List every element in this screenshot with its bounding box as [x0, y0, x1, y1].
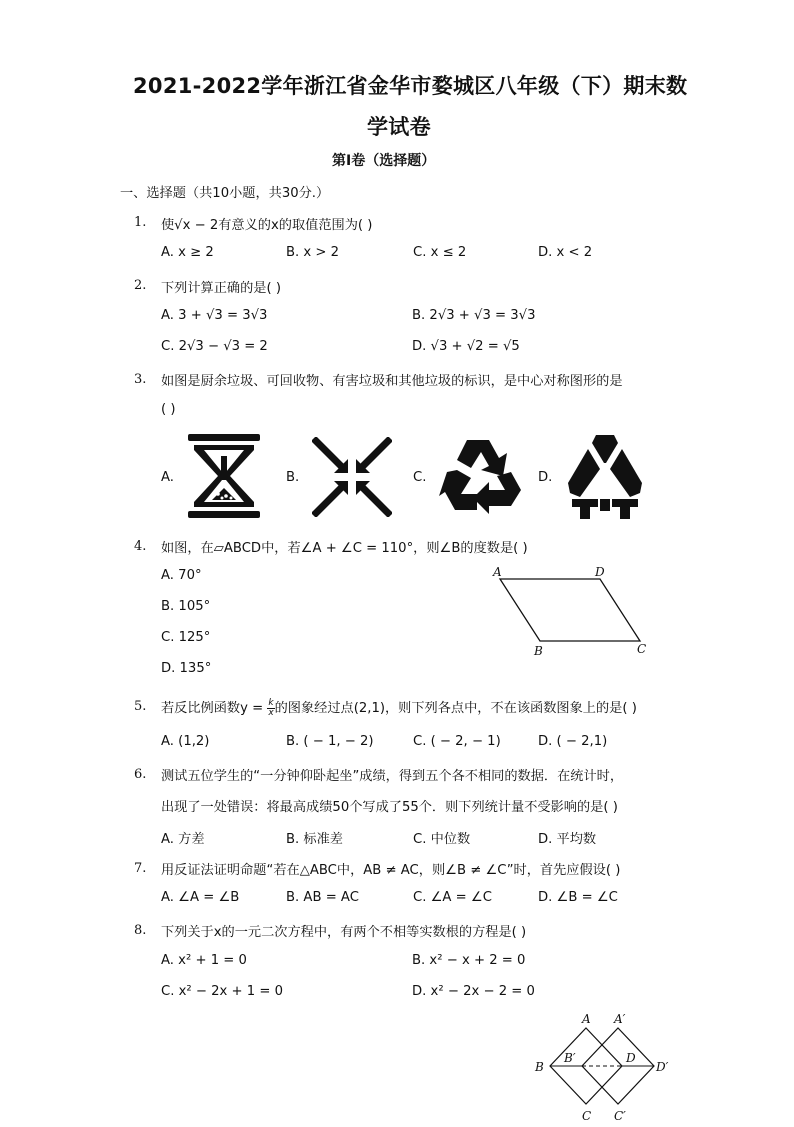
stem-pre: 若反比例函数y =	[161, 701, 268, 716]
question-stem: 使√x − 2有意义的x的取值范围为( )	[161, 218, 373, 233]
inward-arrows-icon	[312, 437, 392, 517]
parallelogram-figure	[488, 563, 658, 663]
page-title-line2: 学试卷	[367, 115, 431, 139]
label-c-prime: C′	[614, 1109, 626, 1123]
question-number: 4.	[134, 539, 147, 554]
question-number: 6.	[134, 767, 147, 782]
option-a: A. 3 + √3 = 3√3	[161, 308, 268, 323]
option-a: A. x ≥ 2	[161, 245, 214, 260]
option-d: D. x < 2	[538, 245, 593, 260]
question-stem-cont: ( )	[161, 402, 176, 417]
question-number: 3.	[134, 372, 147, 387]
label-c: C	[582, 1109, 592, 1123]
question-stem: 下列计算正确的是( )	[161, 281, 281, 296]
option-a: A. ∠A = ∠B	[161, 890, 240, 905]
label-a-prime: A′	[614, 1012, 626, 1026]
question-number: 1.	[134, 215, 147, 230]
question-stem: 如图是厨余垃圾、可回收物、有害垃圾和其他垃圾的标识，是中心对称图形的是	[161, 374, 623, 389]
option-d: D.	[538, 470, 553, 485]
fraction-denominator: x	[268, 707, 274, 718]
stem-post: 的图象经过点(2,1)，则下列各点中，不在该函数图象上的是( )	[274, 701, 637, 716]
option-d: D. ( − 2,1)	[538, 734, 608, 749]
option-a: A. 70°	[161, 568, 202, 583]
option-b: B. ( − 1, − 2)	[286, 734, 374, 749]
option-d: D. √3 + √2 = √5	[412, 339, 520, 354]
question-number: 2.	[134, 278, 147, 293]
option-b: B. 2√3 + √3 = 3√3	[412, 308, 536, 323]
question-stem: 下列关于x的一元二次方程中，有两个不相等实数根的方程是( )	[161, 925, 527, 940]
label-b: B	[535, 1060, 544, 1074]
part-heading: 一、选择题（共10小题，共30分.）	[120, 186, 330, 201]
option-d: D. x² − 2x − 2 = 0	[412, 984, 535, 999]
figure-label-c: C	[637, 642, 647, 656]
figure-label-b: B	[534, 644, 543, 658]
option-b: B. 105°	[161, 599, 211, 614]
option-c: C. ∠A = ∠C	[413, 890, 492, 905]
option-a: A. (1,2)	[161, 734, 210, 749]
question-number: 7.	[134, 861, 147, 876]
option-b: B. 标准差	[286, 832, 343, 847]
option-c: C. 2√3 − √3 = 2	[161, 339, 268, 354]
question-stem: 如图，在▱ABCD中，若∠A + ∠C = 110°，则∠B的度数是( )	[161, 541, 528, 556]
page-title: 2021-2022学年浙江省金华市婺城区八年级（下）期末数	[133, 74, 688, 98]
option-a: A.	[161, 470, 174, 485]
fraction	[267, 699, 274, 718]
option-b: B. AB = AC	[286, 890, 359, 905]
option-b: B. x > 2	[286, 245, 340, 260]
hourglass-icon	[186, 434, 262, 518]
label-b-prime: B′	[564, 1051, 576, 1065]
option-c: C. 中位数	[413, 832, 471, 847]
option-b: B. x² − x + 2 = 0	[412, 953, 526, 968]
figure-label-a: A	[493, 565, 502, 579]
option-c: C. x ≤ 2	[413, 245, 467, 260]
option-c: C. ( − 2, − 1)	[413, 734, 501, 749]
question-stem: 测试五位学生的“一分钟仰卧起坐”成绩，得到五个各不相同的数据．在统计时，	[161, 769, 624, 784]
section-heading: 第I卷（选择题）	[332, 153, 436, 169]
option-c: C. 125°	[161, 630, 211, 645]
translated-squares-figure	[530, 1008, 680, 1127]
option-d: D. 平均数	[538, 832, 597, 847]
option-a: A. 方差	[161, 832, 205, 847]
option-c: C. x² − 2x + 1 = 0	[161, 984, 283, 999]
label-d-prime: D′	[656, 1060, 669, 1074]
question-stem-cont: 出现了一处错误：将最高成绩50个写成了55个．则下列统计量不受影响的是( )	[161, 800, 618, 815]
option-a: A. x² + 1 = 0	[161, 953, 247, 968]
other-waste-icon	[566, 433, 644, 521]
option-b: B.	[286, 470, 300, 485]
question-number: 8.	[134, 923, 147, 938]
recycle-icon	[437, 436, 523, 516]
figure-label-d: D	[595, 565, 605, 579]
option-d: D. 135°	[161, 661, 212, 676]
fraction-numerator: k	[268, 697, 274, 708]
option-d: D. ∠B = ∠C	[538, 890, 618, 905]
question-stem	[161, 697, 637, 718]
label-d: D	[626, 1051, 636, 1065]
question-stem: 用反证法证明命题“若在△ABC中，AB ≠ AC，则∠B ≠ ∠C”时，首先应假设( )	[161, 863, 621, 878]
option-c: C.	[413, 470, 427, 485]
label-a: A	[582, 1012, 591, 1026]
question-number: 5.	[134, 699, 147, 714]
